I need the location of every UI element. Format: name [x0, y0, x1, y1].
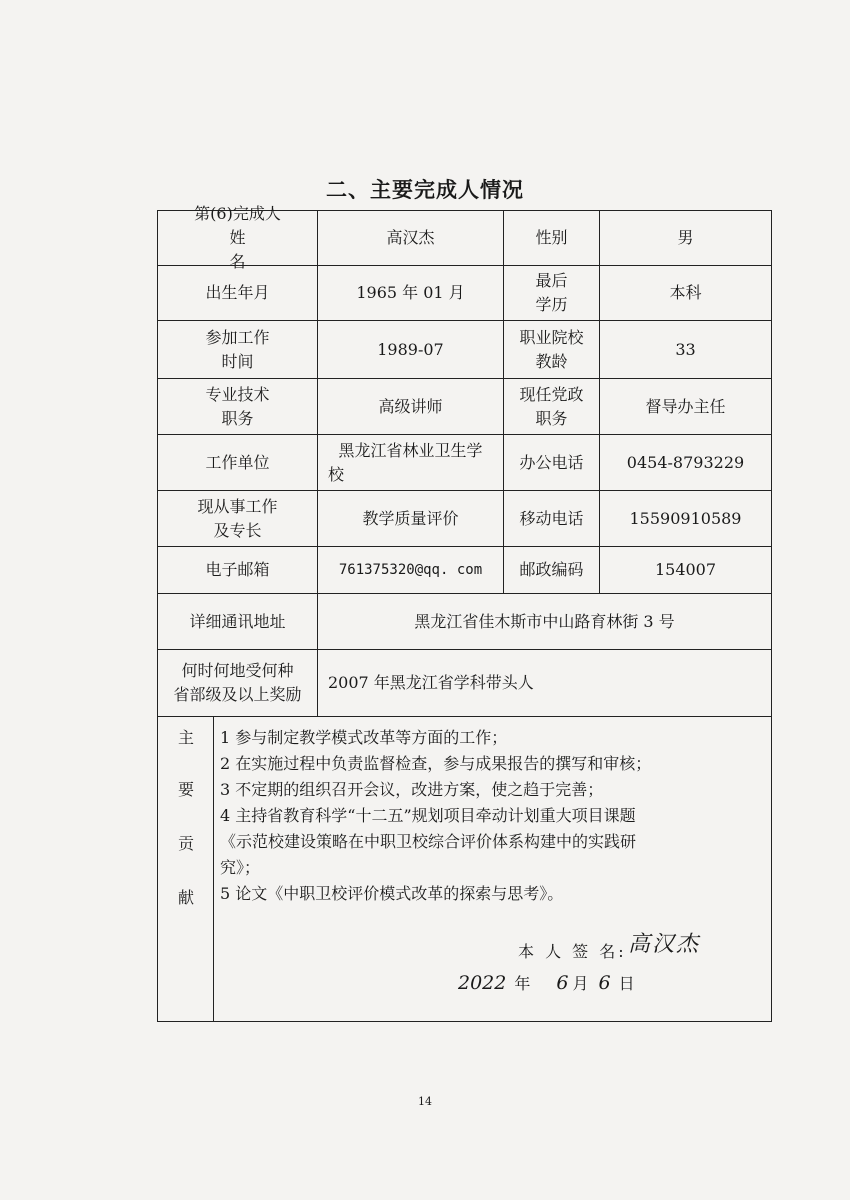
contribution-item: 3 不定期的组织召开会议，改进方案，使之趋于完善；: [220, 780, 604, 799]
name-label: [158, 204, 318, 271]
teaching-years-label: [504, 321, 600, 378]
completer-info-form: [157, 204, 772, 1022]
specialty-label: [158, 491, 318, 546]
name-label-char-1: 姓: [229, 228, 246, 247]
specialty-label-line1: 现从事工作: [197, 496, 278, 516]
employer-value-line1: 黑龙江省林业卫生学: [338, 440, 483, 460]
postcode-label: 邮政编码: [504, 547, 600, 593]
signature-label: 本 人 签 名:: [518, 942, 627, 961]
contribution-item: 2 在实施过程中负责监督检查，参与成果报告的撰写和审核；: [220, 754, 652, 773]
tech-title-label-line2: 职务: [221, 408, 254, 428]
contributions-label-char-3: 贡: [177, 834, 194, 853]
contribution-item: 《示范校建设策略在中职卫校综合评价体系构建中的实践研: [220, 832, 637, 851]
tech-title-value: 高级讲师: [318, 379, 504, 434]
signature-date: [458, 971, 635, 994]
address-label: 详细通讯地址: [158, 594, 318, 649]
row-award: [158, 650, 771, 717]
date-day: 6: [598, 972, 611, 994]
name-label-char-2: 名: [229, 252, 246, 271]
contributions-label-char-4: 献: [177, 888, 194, 907]
office-phone-label: 办公电话: [504, 435, 600, 490]
education-label-line1: 最后: [535, 271, 568, 290]
award-label-line1: 何时何地受何种: [181, 661, 294, 680]
birth-label: 出生年月: [158, 266, 318, 320]
party-post-label-line2: 职务: [535, 408, 568, 428]
education-value: 本科: [669, 283, 702, 302]
teaching-years-value: 33: [675, 339, 696, 359]
contribution-item: 4 主持省教育科学“十二五”规划项目牵动计划重大项目课题: [220, 806, 636, 825]
employer-label: 工作单位: [158, 435, 318, 490]
contributions-label: [158, 717, 214, 1021]
page-number: 14: [418, 1095, 432, 1108]
contribution-item: 5 论文《中职卫校评价模式改革的探索与思考》。: [220, 884, 564, 903]
gender-label: 性别: [504, 211, 600, 265]
gender-value: 男: [677, 228, 694, 247]
teaching-years-label-line1: 职业院校: [519, 327, 584, 347]
mobile-label: 移动电话: [504, 491, 600, 546]
education-label: [504, 266, 600, 320]
row-birth: [158, 266, 771, 321]
party-post-label-line1: 现任党政: [519, 384, 584, 404]
employer-value: [318, 435, 504, 490]
date-day-unit: 日: [618, 974, 635, 993]
contributions-label-char-1: 主: [177, 728, 194, 747]
specialty-label-line2: 及专长: [213, 520, 262, 540]
name-value: 高汉杰: [318, 211, 504, 265]
work-start-value: 1989-07: [318, 321, 504, 378]
date-month: 6: [556, 972, 569, 994]
email-label: 电子邮箱: [158, 547, 318, 593]
date-year: 2022: [458, 972, 507, 994]
postcode-value: 154007: [654, 560, 717, 579]
date-month-unit: 月: [572, 974, 589, 993]
mobile-value: 15590910589: [629, 508, 742, 528]
work-start-label-line1: 参加工作: [205, 327, 270, 347]
date-year-unit: 年: [514, 974, 531, 993]
employer-value-line2: 校: [328, 464, 345, 484]
office-phone-value: 0454-8793229: [626, 452, 745, 472]
award-label-line2: 省部级及以上奖励: [173, 685, 302, 704]
contributions-list: [220, 725, 765, 907]
row-employer: [158, 435, 771, 491]
row-specialty: [158, 491, 771, 547]
contributions-label-char-2: 要: [177, 780, 194, 799]
row-title: [158, 379, 771, 435]
email-value: 761375320@qq. com: [318, 547, 504, 593]
tech-title-label-line1: 专业技术: [205, 384, 270, 404]
award-value: 2007 年黑龙江省学科带头人: [328, 673, 534, 692]
tech-title-label: [158, 379, 318, 434]
handwritten-signature: 高汉杰: [628, 932, 701, 957]
address-value: 黑龙江省佳木斯市中山路育林街 3 号: [414, 611, 675, 631]
completer-order-label: 第(6)完成人: [194, 204, 281, 223]
row-name: [158, 204, 771, 271]
row-address: [158, 594, 771, 650]
row-work-start: [158, 321, 771, 379]
specialty-value: 教学质量评价: [318, 491, 504, 546]
education-label-line2: 学历: [535, 295, 568, 314]
contributions-section: [158, 717, 771, 1021]
party-post-label: [504, 379, 600, 434]
contribution-item: 究》；: [220, 858, 261, 877]
work-start-label-line2: 时间: [221, 351, 254, 371]
award-label: [158, 650, 318, 716]
section-title: 二、主要完成人情况: [326, 178, 524, 202]
row-email: [158, 547, 771, 594]
contribution-item: 1 参与制定教学模式改革等方面的工作；: [220, 728, 508, 747]
teaching-years-label-line2: 教龄: [535, 351, 568, 371]
birth-value: 1965 年 01 月: [318, 266, 504, 320]
work-start-label: [158, 321, 318, 378]
party-post-value: 督导办主任: [645, 396, 726, 416]
